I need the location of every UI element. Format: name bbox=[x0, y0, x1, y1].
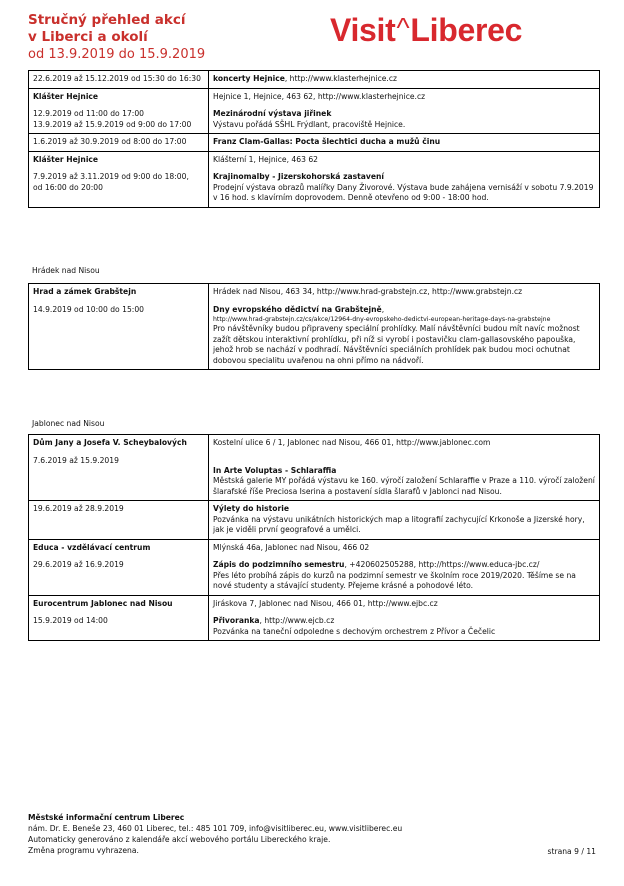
event-cell bbox=[209, 88, 600, 134]
section-label-jablonec: Jablonec nad Nisou bbox=[32, 419, 105, 428]
venue-name: Eurocentrum Jablonec nad Nisou bbox=[33, 598, 173, 608]
event-date: 22.6.2019 až 15.12.2019 od 15:30 do 16:30 bbox=[29, 71, 209, 89]
table-row bbox=[29, 284, 600, 370]
table-row bbox=[29, 539, 600, 595]
event-date: 12.9.2019 od 11:00 do 17:00 bbox=[33, 109, 145, 118]
venue-cell bbox=[29, 284, 209, 370]
event-cell bbox=[209, 595, 600, 641]
title-comma: , bbox=[381, 304, 385, 314]
table-row bbox=[29, 71, 600, 89]
footer-disclaimer: Změna programu vyhrazena. bbox=[28, 846, 139, 855]
page-title-line2: v Liberci a okolí bbox=[28, 29, 148, 45]
event-title: Dny evropského dědictví na Grabštejně bbox=[213, 304, 382, 314]
event-cell bbox=[209, 151, 600, 207]
event-date: 15.9.2019 od 14:00 bbox=[33, 616, 108, 625]
venue-address: Mlýnská 46a, Jablonec nad Nisou, 466 02 bbox=[213, 542, 370, 552]
table-row bbox=[29, 435, 600, 501]
event-date: od 16:00 do 20:00 bbox=[33, 182, 103, 192]
events-table-hradek bbox=[28, 283, 600, 370]
venue-cell bbox=[29, 595, 209, 641]
event-title: Mezinárodní výstava jiřinek bbox=[213, 109, 332, 118]
table-row bbox=[29, 151, 600, 207]
event-cell bbox=[209, 284, 600, 370]
visit-liberec-logo bbox=[330, 12, 522, 50]
event-title: In Arte Voluptas - Schlaraffia bbox=[213, 465, 337, 475]
page-number: strana 9 / 11 bbox=[547, 847, 596, 856]
event-cell bbox=[209, 435, 600, 501]
table-row bbox=[29, 501, 600, 540]
event-date: 29.6.2019 až 16.9.2019 bbox=[33, 560, 124, 569]
event-cell bbox=[209, 501, 600, 540]
venue-address: Hejnice 1, Hejnice, 463 62, http://www.klasterhejnice.cz bbox=[213, 91, 426, 101]
page-footer bbox=[28, 812, 600, 856]
venue-name: Educa - vzdělávací centrum bbox=[33, 542, 151, 552]
venue-address: Kostelní ulice 6 / 1, Jablonec nad Nisou, 466 01, http://www.jablonec.com bbox=[213, 438, 491, 447]
venue-name: Klášter Hejnice bbox=[33, 91, 99, 101]
venue-cell bbox=[29, 435, 209, 501]
event-description: Výstavu pořádá SŠHL Frýdlant, pracoviště Hejnice. bbox=[213, 119, 406, 129]
event-contact[interactable]: , +420602505288, http://https://www.educa-jbc.cz/ bbox=[344, 560, 540, 569]
event-date: 7.9.2019 až 3.11.2019 od 9:00 do 18:00, bbox=[33, 172, 189, 181]
event-description: Přes léto probíhá zápis do kurzů na podzimní semestr ve školním roce 2019/2020. Těšíme se na nové studenty a stávající studenty. Přejeme krásné a pohodové léto. bbox=[213, 570, 576, 590]
venue-name: Klášter Hejnice bbox=[33, 154, 99, 164]
event-title: Krajinomalby - Jizerskohorská zastavení bbox=[213, 172, 385, 181]
venue-address: Klášterní 1, Hejnice, 463 62 bbox=[213, 154, 318, 164]
event-date: 1.6.2019 až 30.9.2019 od 8:00 do 17:00 bbox=[29, 134, 209, 152]
date-range: od 13.9.2019 do 15.9.2019 bbox=[28, 47, 206, 62]
venue-address: Hrádek nad Nisou, 463 34, http://www.hrad-grabstejn.cz, http://www.grabstejn.cz bbox=[213, 287, 523, 296]
table-row bbox=[29, 134, 600, 152]
event-description: Městská galerie MY pořádá výstavu ke 160. výročí založení Schlaraffie v Praze a 110. výročí založení šlarafské říše Preciosa Iserina a postavení sídla šlarafů v Jablonci nad Nisou. bbox=[213, 476, 595, 496]
venue-cell bbox=[29, 88, 209, 134]
venue-name: Dům Jany a Josefa V. Scheybalových bbox=[33, 438, 187, 447]
event-title: Přivoranka bbox=[213, 616, 260, 625]
event-url[interactable]: , http://www.klasterhejnice.cz bbox=[284, 74, 397, 83]
footer-address: nám. Dr. E. Beneše 23, 460 01 Liberec, tel.: 485 101 709, info@visitliberec.eu, www.visitliberec.eu bbox=[28, 824, 403, 833]
venue-name: Hrad a zámek Grabštejn bbox=[33, 287, 137, 296]
event-url[interactable]: , http://www.ejcb.cz bbox=[259, 616, 335, 625]
table-row bbox=[29, 595, 600, 641]
event-title: koncerty Hejnice bbox=[213, 74, 285, 83]
event-description: Pozvánka na taneční odpoledne s dechovým orchestrem z Přívor a Čečelic bbox=[213, 626, 496, 636]
footer-note: Automaticky generováno z kalendáře akcí webového portálu Libereckého kraje. bbox=[28, 835, 331, 844]
event-date: 13.9.2019 až 15.9.2019 od 9:00 do 17:00 bbox=[33, 119, 192, 129]
logo-text-liberec: Liberec bbox=[410, 12, 523, 48]
event-description: Pro návštěvníky budou připraveny speciální prohlídky. Malí návštěvníci budou mít navíc možnost zažít dětskou interaktivní prohlídku, při níž si vyrobí i postavičku clam-gallasovského papouška, jehož hrob se nachází v podhradí. Návštěvníci speciálních prohlídek pak budou moci ochutnat dobovou specialitu uvařenou na ohni přímo na nádvoří. bbox=[213, 324, 580, 365]
venue-address: Jiráskova 7, Jablonec nad Nisou, 466 01, http://www.ejbc.cz bbox=[213, 598, 438, 608]
logo-caret: ^ bbox=[396, 12, 410, 43]
event-title: Zápis do podzimního semestru bbox=[213, 560, 345, 569]
event-title: Franz Clam-Gallas: Pocta šlechtici ducha a mužů činu bbox=[209, 134, 600, 152]
page-header bbox=[28, 12, 205, 63]
event-date: 14.9.2019 od 10:00 do 15:00 bbox=[33, 304, 145, 314]
footer-org: Městské informační centrum Liberec bbox=[28, 813, 185, 822]
venue-cell bbox=[29, 539, 209, 595]
table-row bbox=[29, 88, 600, 134]
page-title-line1: Stručný přehled akcí bbox=[28, 12, 186, 28]
event-description: Pozvánka na výstavu unikátních historických map a litografií zachycující Krkonoše a Jizerské hory, jak je viděli první geografové a umělci. bbox=[213, 514, 585, 534]
event-date: 7.6.2019 až 15.9.2019 bbox=[33, 455, 119, 465]
event-description: Prodejní výstava obrazů malířky Dany Živorové. Výstava bude zahájena vernisáží v sobotu 7.9.2019 v 16 hod. s klavírním doprovodem. Denně otevřeno od 9:00 - 18:00 hod. bbox=[213, 182, 594, 202]
events-table-hejnice bbox=[28, 70, 600, 208]
event-cell bbox=[209, 539, 600, 595]
event-url[interactable]: http://www.hrad-grabstejn.cz/cs/akce/12964-dny-evropskeho-dedictvi-european-heritage-days-na-grabstejne bbox=[213, 316, 551, 323]
venue-cell bbox=[29, 151, 209, 207]
event-cell bbox=[209, 71, 600, 89]
section-label-hradek: Hrádek nad Nisou bbox=[32, 266, 100, 275]
events-table-jablonec bbox=[28, 434, 600, 641]
logo-text-visit: Visit bbox=[330, 12, 396, 48]
event-title: Výlety do historie bbox=[213, 504, 289, 513]
event-date: 19.6.2019 až 28.9.2019 bbox=[29, 501, 209, 540]
